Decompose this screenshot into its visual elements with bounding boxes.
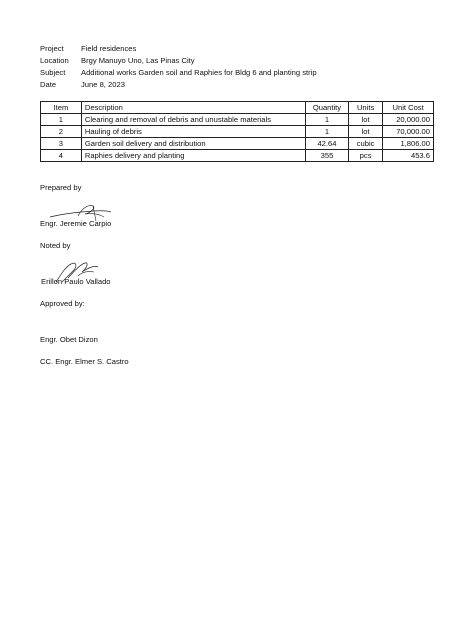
column-header-quantity: Quantity [305,102,348,114]
approved-by-label: Approved by: [40,299,85,308]
subject-value: Additional works Garden soil and Raphies for Bldg 6 and planting strip [81,68,317,77]
cell-units: pcs [348,150,382,162]
cell-unit-cost: 453.6 [383,150,434,162]
location-value: Brgy Manuyo Uno, Las Pinas City [81,56,195,65]
cell-item: 1 [41,114,82,126]
location-row [40,55,317,67]
table-row [41,126,434,138]
cell-units: lot [348,114,382,126]
cell-units: lot [348,126,382,138]
prepared-by-name: Engr. Jeremie Carpio [40,219,112,228]
noted-by-label: Noted by [40,241,71,250]
cell-unit-cost: 20,000.00 [383,114,434,126]
noted-by-name: Erillon Paulo Vallado [41,277,111,286]
header-block [40,43,317,91]
subject-row [40,67,317,79]
cc-line: CC. Engr. Elmer S. Castro [40,357,129,366]
cell-item: 2 [41,126,82,138]
cost-table [40,101,434,162]
table-row [41,150,434,162]
subject-label: Subject [40,68,66,77]
location-label: Location [40,56,69,65]
project-row [40,43,317,55]
date-label: Date [40,80,57,89]
prepared-by-label: Prepared by [40,183,82,192]
cell-quantity: 355 [305,150,348,162]
cell-description: Clearing and removal of debris and unustable materials [81,114,305,126]
date-row [40,79,317,91]
cell-item: 4 [41,150,82,162]
cell-unit-cost: 70,000.00 [383,126,434,138]
approved-by-name: Engr. Obet Dizon [40,335,98,344]
table-row [41,138,434,150]
cell-item: 3 [41,138,82,150]
cell-quantity: 42.64 [305,138,348,150]
cell-description: Hauling of debris [81,126,305,138]
column-header-item: Item [41,102,82,114]
project-value: Field residences [81,44,137,53]
date-value: June 8, 2023 [81,80,125,89]
cell-description: Raphies delivery and planting [81,150,305,162]
cell-units: cubic [348,138,382,150]
project-label: Project [40,44,64,53]
column-header-units: Units [348,102,382,114]
column-header-unit-cost: Unit Cost [383,102,434,114]
cell-description: Garden soil delivery and distribution [81,138,305,150]
table-header-row [41,102,434,114]
column-header-description: Description [81,102,305,114]
table-row [41,114,434,126]
cell-quantity: 1 [305,114,348,126]
cell-unit-cost: 1,806.00 [383,138,434,150]
cell-quantity: 1 [305,126,348,138]
